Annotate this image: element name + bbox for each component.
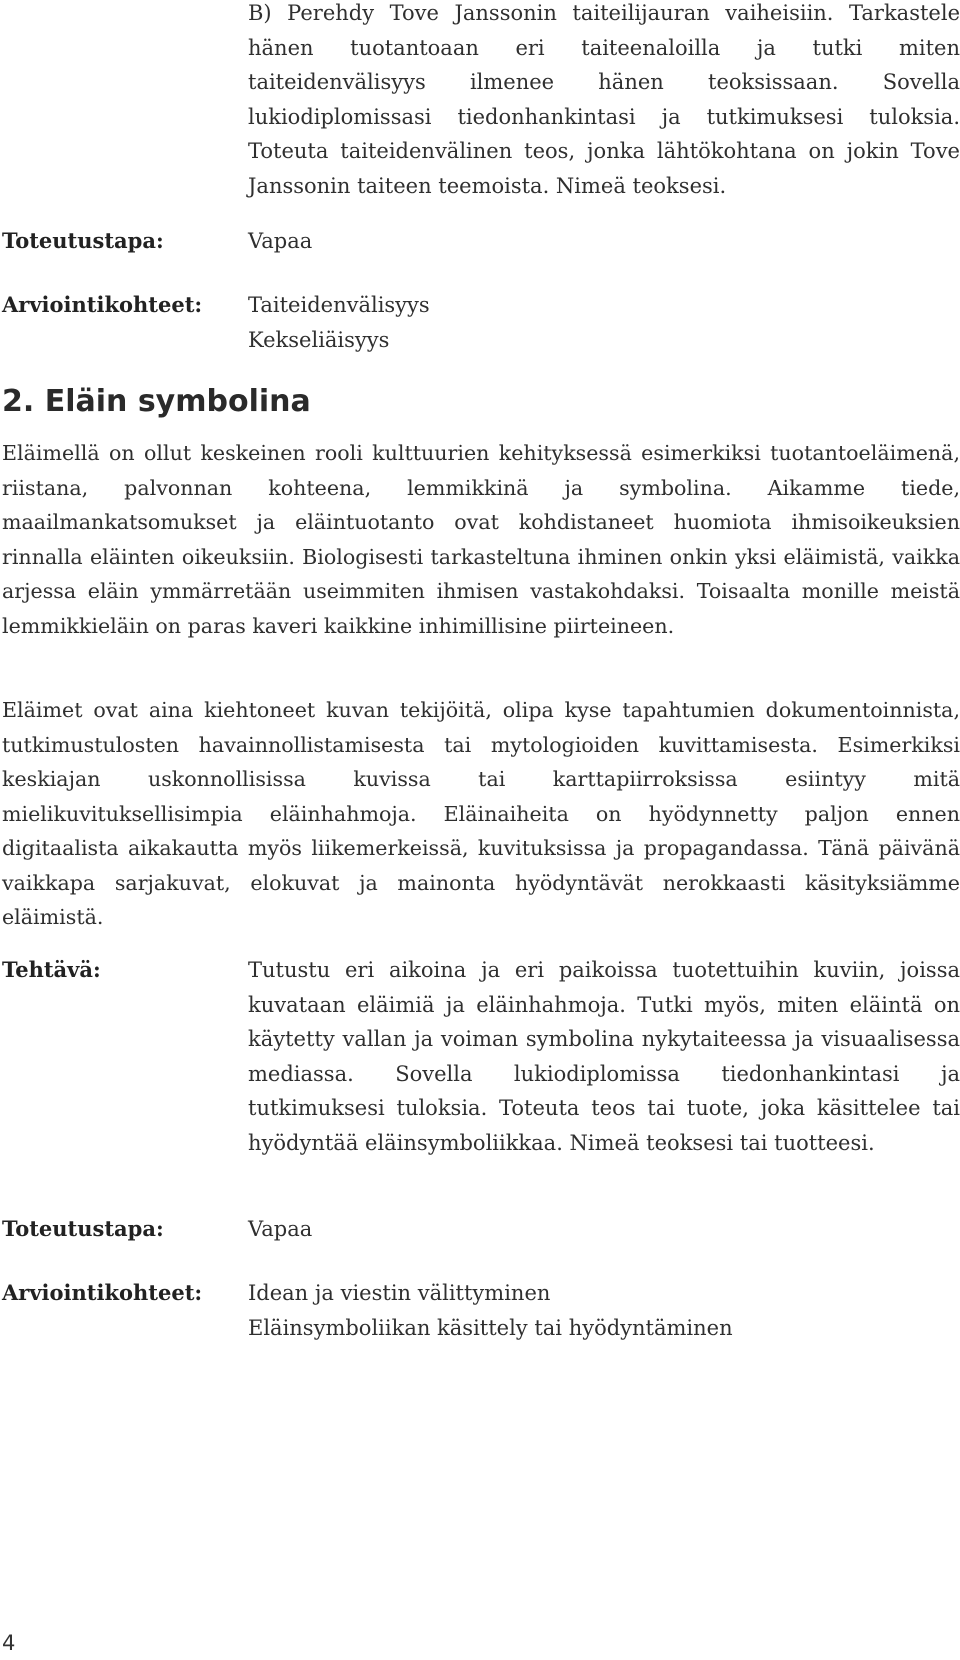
task-row xyxy=(0,953,960,1193)
page-number: 4 xyxy=(2,1631,16,1655)
section2-method-row xyxy=(0,1212,960,1248)
section2-criterion: Idean ja viestin välittyminen xyxy=(248,1281,551,1305)
section2-criterion: Eläinsymboliikan käsittely tai hyödyntäminen xyxy=(248,1315,733,1340)
section1-criterion: Kekseliäisyys xyxy=(248,327,390,352)
section2-criteria-row xyxy=(0,1276,960,1348)
section1-criteria-list xyxy=(248,288,960,357)
section2-criteria-list xyxy=(248,1276,960,1345)
section2-method-value: Vapaa xyxy=(248,1217,313,1241)
section1-method-row xyxy=(0,224,960,260)
task-text: Tutustu eri aikoina ja eri paikoissa tuotettuihin kuviin, joissa kuvataan eläimiä ja eläinhahmoja. Tutki myös, miten eläintä on käytetty vallan ja voiman symbolina nykytaiteessa ja visuaalisessa mediassa. Sovella lukiodiplomissa tiedonhankintasi ja tutkimuksesi tuloksia. Toteuta teos tai tuote, joka käsittelee tai hyödyntää eläinsymboliikkaa. Nimeä teoksesi tai tuotteesi. xyxy=(248,958,960,1155)
section2-criteria-label: Arviointikohteet: xyxy=(2,1280,203,1305)
section1-criteria-label: Arviointikohteet: xyxy=(2,292,203,317)
intro-paragraph-2: Eläimet ovat aina kiehtoneet kuvan tekijöitä, olipa kyse tapahtumien dokumentoinnista, tutkimustulosten havainnollistamisesta tai mytologioiden kuvittamisesta. Esimerkiksi keskiajan uskonnollisissa kuvissa tai karttapiirroksissa esiintyy mitä mielikuvituksellisimpia eläinhahmoja. Eläinaiheita on hyödynnetty paljon ennen digitaalista aikakautta myös liikemerkeissä, kuvituksissa ja propagandassa. Tänä päivänä vaikkapa sarjakuvat, elokuvat ja mainonta hyödyntävät nerokkaasti käsityksiämme eläimistä. xyxy=(2,698,960,929)
section1-method-label: Toteutustapa: xyxy=(2,228,164,253)
section-title: 2. Eläin symbolina xyxy=(2,384,311,419)
section2-method-label: Toteutustapa: xyxy=(2,1216,164,1241)
section1-criterion: Taiteidenvälisyys xyxy=(248,293,430,317)
task-label: Tehtävä: xyxy=(2,957,101,982)
section1-criteria-row xyxy=(0,288,960,360)
section1-method-value: Vapaa xyxy=(248,229,313,253)
intro-paragraph-1: Eläimellä on ollut keskeinen rooli kulttuurien kehityksessä esimerkiksi tuotantoeläimenä, riistana, palvonnan kohteena, lemmikkinä ja symbolina. Aikamme tiede, maailmankatsomukset ja eläintuotanto ovat kohdistaneet huomiota ihmisoikeuksien rinnalla eläinten oikeuksiin. Biologisesti tarkasteltuna ihminen onkin yksi eläimistä, vaikka arjessa eläin ymmärretään useimmiten ihmisen vastakohdaksi. Toisaalta monille meistä lemmikkieläin on paras kaveri kaikkine inhimillisine piirteineen. xyxy=(2,441,960,638)
task-b-text: B) Perehdy Tove Janssonin taiteilijauran vaiheisiin. Tarkastele hänen tuotantoaan eri taiteenaloilla ja tutki miten taiteidenvälisyys ilmenee hänen teoksissaan. Sovella lukiodiplomissasi tiedonhankintasi ja tutkimuksesi tuloksia. Toteuta taiteidenvälinen teos, jonka lähtökohtana on jokin Tove Janssonin taiteen teemoista. Nimeä teoksesi. xyxy=(248,1,960,198)
